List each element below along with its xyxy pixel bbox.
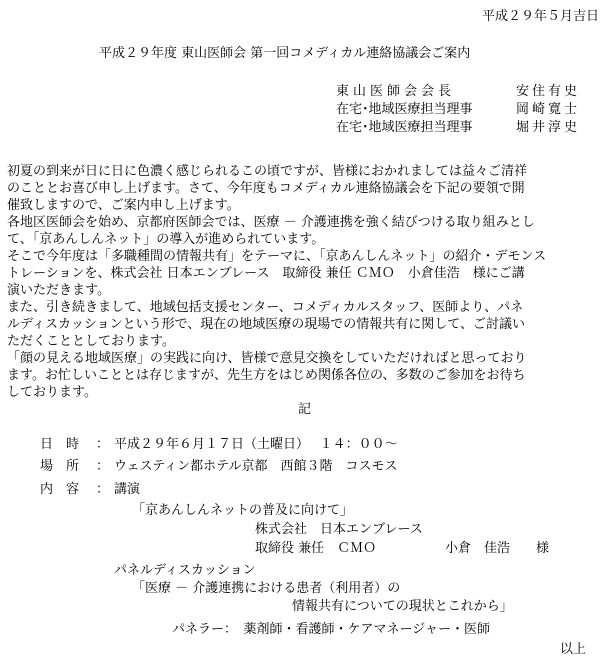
sender-name: 安住有史 (516, 84, 581, 99)
detail-colon: ： (96, 459, 110, 474)
sender-role: 東山医師会会長 (336, 84, 456, 99)
body-line: そこで今年度は「多職種間の情報共有」をテーマに、「京あんしんネット」の紹介・デモンス (7, 249, 547, 264)
ki-heading: 記 (298, 402, 312, 417)
panel-title-line-2: 情報共有についての現状とこれから」 (292, 599, 513, 614)
body-line: 各地区医師会を始め、京都府医師会では、医療 － 介護連携を強く結びつける取り組みとし (7, 215, 535, 230)
body-line: ただくこととしております。 (7, 334, 175, 349)
detail-value-datetime: 平成２９年６月１７日（土曜日） １４：００～ (114, 437, 398, 452)
body-line: ます。お忙しいこととは存じますが、先生方をはじめ関係各位の、多数のご参加をお待ち (7, 368, 526, 383)
document-title: 平成２９年度 東山医師会 第一回コメディカル連絡協議会ご案内 (99, 46, 471, 61)
body-text (7, 163, 602, 401)
body-line: また、引き続きまして、地域包括支援センター、コメディカルスタッフ、医師より、パネ (7, 300, 524, 315)
speaker-name: 小倉 佳浩 様 (445, 541, 550, 556)
sender-name: 堀井淳史 (516, 120, 581, 135)
panelists: パネラー： 薬剤師・看護師・ケアマネージャー・医師 (172, 622, 490, 637)
body-line: トレーションを、株式会社 日本エンブレース 取締役 兼任 ＣＭＯ 小倉佳浩 様にご講 (7, 266, 525, 281)
document-date: 平成２９年５月吉日 (481, 9, 599, 24)
detail-colon: ： (96, 437, 110, 452)
detail-label: 日 時 (40, 437, 80, 452)
closing-mark: 以上 (560, 642, 587, 657)
lecture-title: 「京あんしんネットの普及に向けて」 (132, 503, 354, 518)
detail-label: 内 容 (40, 482, 80, 497)
detail-colon: ： (96, 482, 110, 497)
body-line: 「顔の見える地域医療」の実践に向け、皆様で意見交換をしていただければと思っており (7, 351, 527, 366)
body-line: 催致しますので、ご案内申し上げます。 (7, 198, 240, 213)
panel-title-line-1: 「医療 － 介護連携における患者（利用者）の (132, 581, 401, 596)
sender-name: 岡崎寛士 (516, 102, 581, 117)
detail-value-content: 講演 (114, 482, 141, 497)
body-line: しております。 (7, 385, 97, 400)
body-line: 演いただきます。 (7, 283, 110, 298)
detail-label: 場 所 (40, 459, 80, 474)
speaker-position: 取締役 兼任 ＣＭＯ (255, 541, 377, 556)
speaker-company: 株式会社 日本エンブレース (255, 522, 423, 537)
sender-role: 在宅･地域医療担当理事 (336, 102, 473, 117)
sender-role: 在宅･地域医療担当理事 (336, 120, 473, 135)
body-line: ルディスカッションという形で、現在の地域医療の現場での情報共有に関して、ご討議い (7, 317, 526, 332)
body-line: て、「京あんしんネット」の導入が進められています。 (7, 232, 325, 247)
body-line: のこととお喜び申し上げます。さて、今年度もコメディカル連絡協議会を下記の要領で開 (7, 181, 525, 196)
body-line: 初夏の到来が日に日に色濃く感じられるこの頃ですが、皆様におかれましては益々ご清祥 (7, 164, 528, 179)
panel-heading: パネルディスカッション (114, 563, 256, 578)
detail-value-venue: ウェスティン都ホテル京都 西館３階 コスモス (114, 459, 398, 474)
